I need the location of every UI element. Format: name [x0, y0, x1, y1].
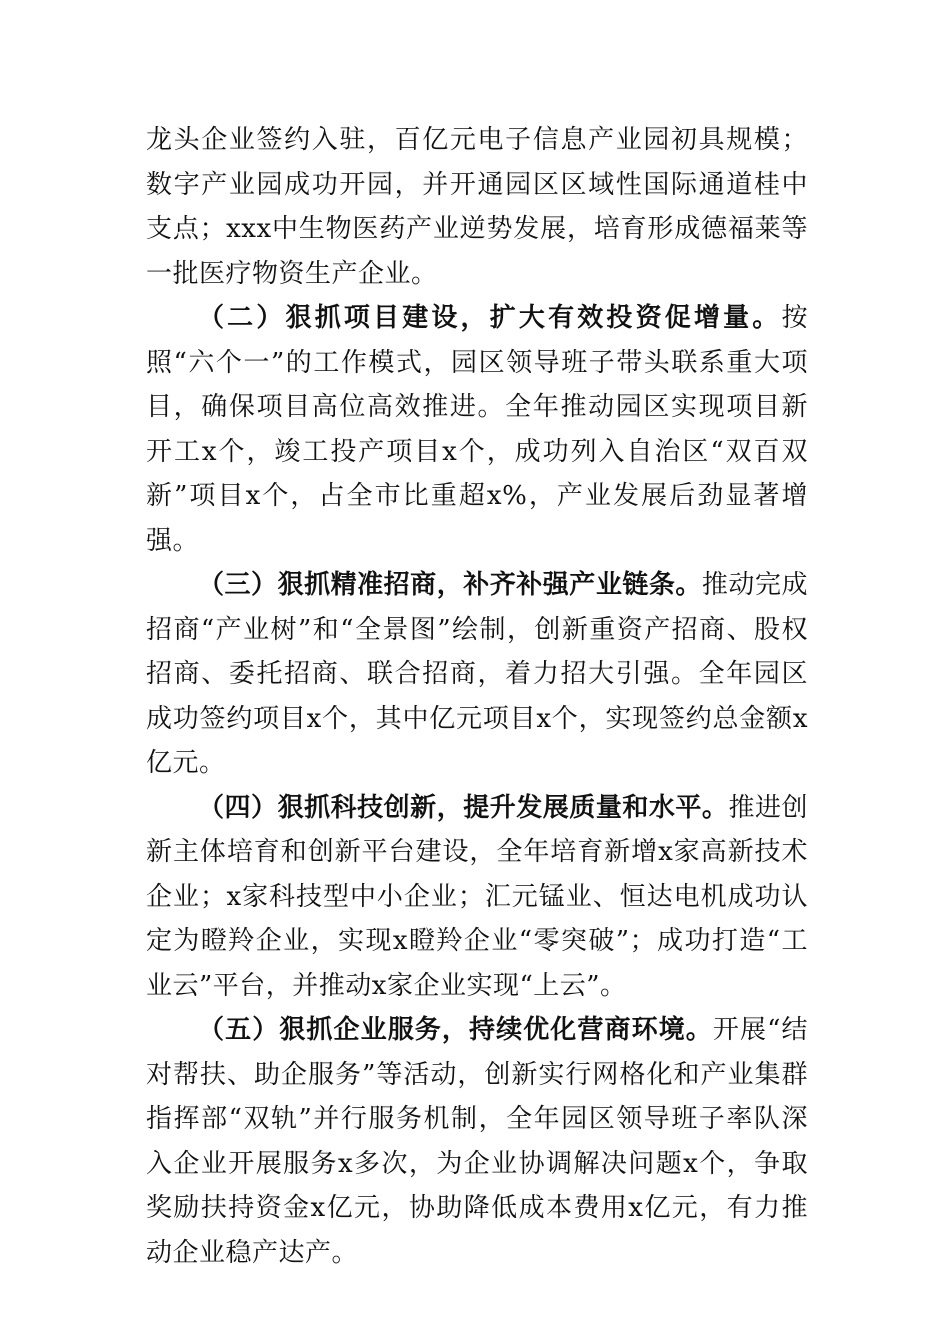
- paragraph-text: 龙头企业签约入驻，百亿元电子信息产业园初具规模；数字产业园成功开园，并开通园区区域性国际通道桂中支点；xxx中生物医药产业逆势发展，培育形成德福莱等一批医疗物资生产企业。: [146, 125, 808, 289]
- paragraph-enterprise-service: [146, 1008, 808, 1275]
- paragraph-heading: （三）狠抓精准招商，补齐补强产业链条。: [198, 570, 702, 600]
- paragraph-continuation: [146, 118, 808, 296]
- paragraph-tech-innovation: [146, 786, 808, 1009]
- paragraph-investment-attraction: [146, 563, 808, 786]
- paragraph-text: 推进创新主体培育和创新平台建设，全年培育新增x家高新技术企业；x家科技型中小企业；汇元锰业、恒达电机成功认定为瞪羚企业，实现x瞪羚企业“零突破”；成功打造“工业云”平台，并推动x家企业实现“上云”。: [146, 792, 808, 1001]
- paragraph-heading: （二）狠抓项目建设，扩大有效投资促增量。: [198, 303, 782, 333]
- document-body: [146, 118, 808, 1275]
- paragraph-text: 开展“结对帮扶、助企服务”等活动，创新实行网格化和产业集群指挥部“双轨”并行服务机制，全年园区领导班子率队深入企业开展服务x多次，为企业协调解决问题x个，争取奖励扶持资金x亿元，协助降低成本费用x亿元，有力推动企业稳产达产。: [146, 1015, 808, 1268]
- paragraph-heading: （五）狠抓企业服务，持续优化营商环境。: [198, 1015, 713, 1045]
- paragraph-text: 按照“六个一”的工作模式，园区领导班子带头联系重大项目，确保项目高位高效推进。全年推动园区实现项目新开工x个，竣工投产项目x个，成功列入自治区“双百双新”项目x个，占全市比重超x%，产业发展后劲显著增强。: [146, 303, 808, 556]
- paragraph-project-construction: [146, 296, 808, 563]
- paragraph-text: 推动完成招商“产业树”和“全景图”绘制，创新重资产招商、股权招商、委托招商、联合招商，着力招大引强。全年园区成功签约项目x个，其中亿元项目x个，实现签约总金额x亿元。: [146, 570, 808, 778]
- paragraph-heading: （四）狠抓科技创新，提升发展质量和水平。: [198, 792, 729, 823]
